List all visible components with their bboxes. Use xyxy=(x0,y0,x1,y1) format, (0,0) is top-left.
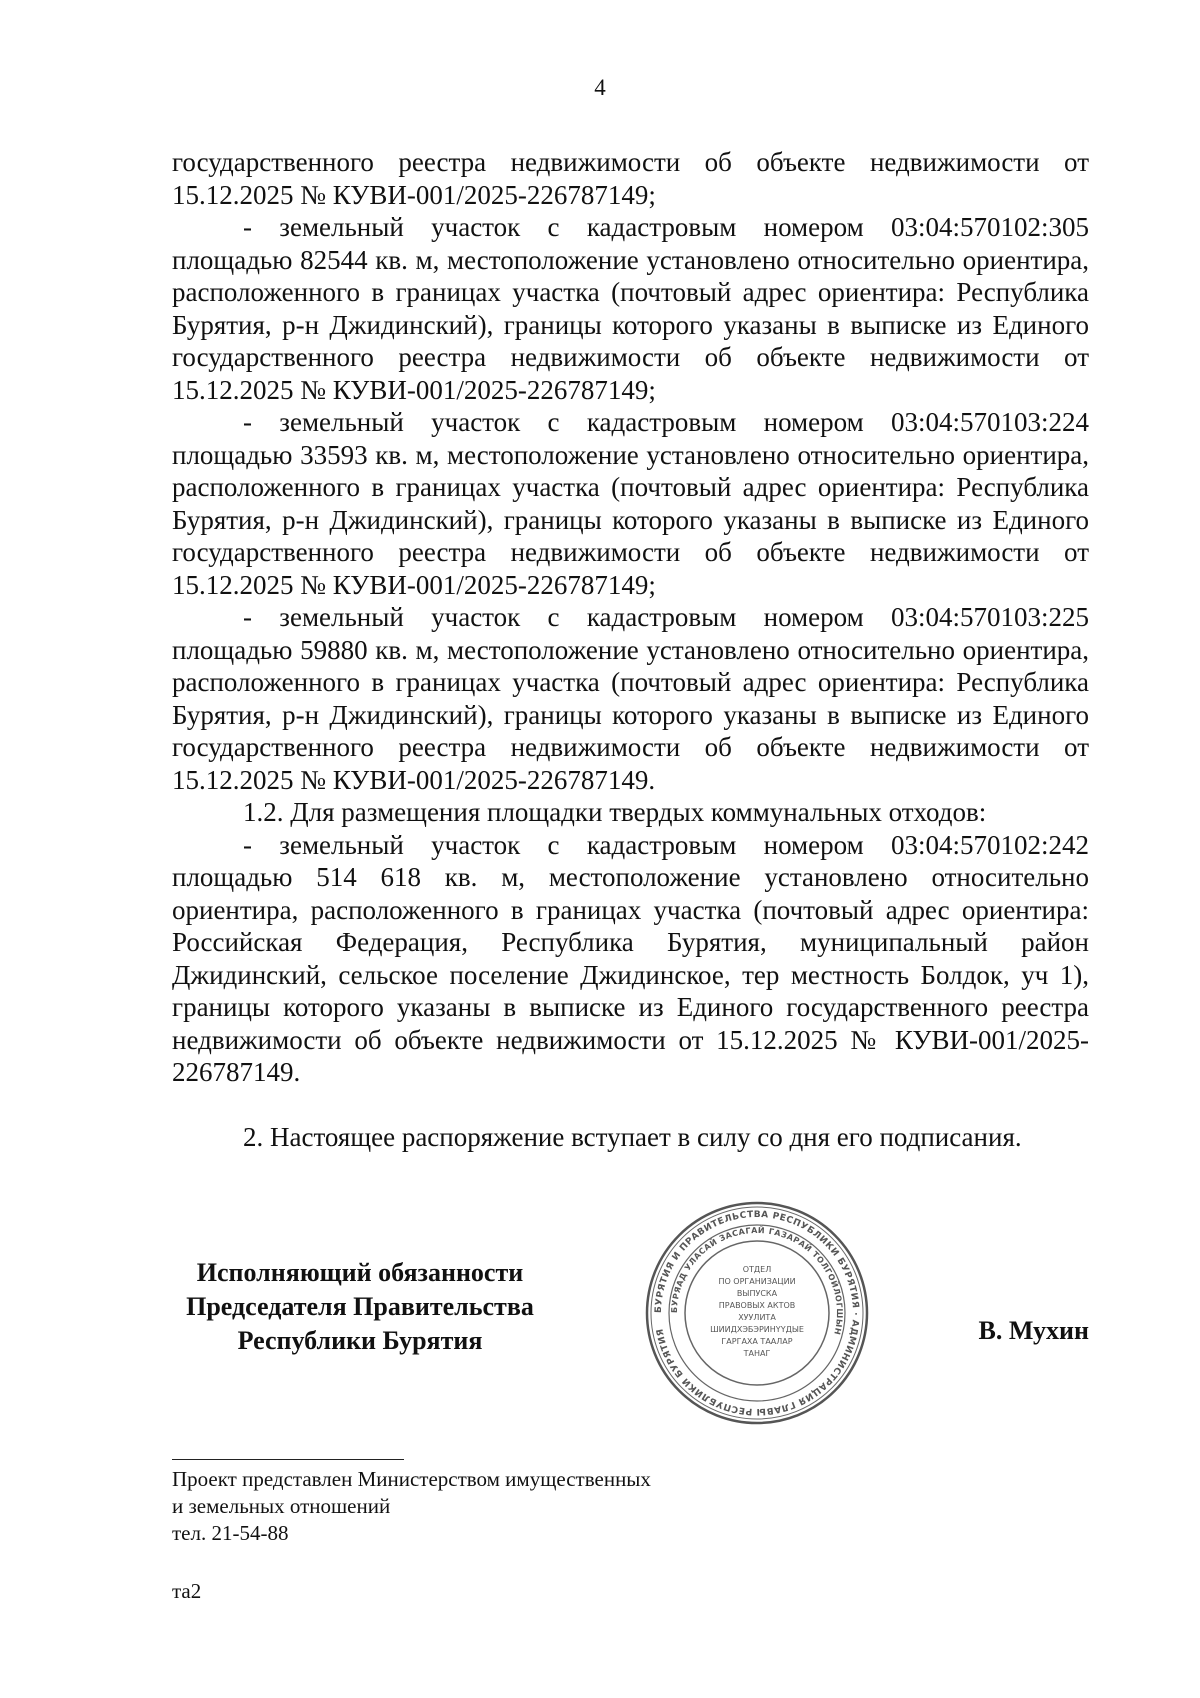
paragraph-parcel-225: - земельный участок с кадастровым номером 03:04:570103:225 площадью 59880 кв. м, местоположение установлено относительно ориентира, расположенного в границах участка (почтовый адрес ориентира: Республика Бурятия, р-н Джидинский), границы которого указаны в выписке из Единого государственного реестра недвижимости об объекте недвижимости от 15.12.2025 № КУВИ-001/2025-226787149. xyxy=(172,602,1089,795)
footnote-line: Проект представлен Министерством имущественных xyxy=(172,1467,651,1491)
paragraph-effective-date: 2. Настоящее распоряжение вступает в силу со дня его подписания. xyxy=(243,1121,1022,1152)
paragraph-parcel-305: - земельный участок с кадастровым номером 03:04:570102:305 площадью 82544 кв. м, местоположение установлено относительно ориентира, расположенного в границах участка (почтовый адрес ориентира: Республика Бурятия, р-н Джидинский), границы которого указаны в выписке из Единого государственного реестра недвижимости об объекте недвижимости от 15.12.2025 № КУВИ-001/2025-226787149; xyxy=(172,212,1089,405)
signatory-position-line: Республики Бурятия xyxy=(237,1326,483,1355)
seal-center-line: ГАРГАХА ТААЛАР xyxy=(721,1337,793,1346)
footnote-divider xyxy=(172,1459,404,1460)
page-number: 4 xyxy=(594,75,606,100)
paragraph-parcel-224: - земельный участок с кадастровым номером 03:04:570103:224 площадью 33593 кв. м, местоположение установлено относительно ориентира, расположенного в границах участка (почтовый адрес ориентира: Республика Бурятия, р-н Джидинский), границы которого указаны в выписке из Единого государственного реестра недвижимости об объекте недвижимости от 15.12.2025 № КУВИ-001/2025-226787149; xyxy=(172,407,1089,600)
footnote-phone: тел. 21-54-88 xyxy=(172,1521,289,1545)
signatory-position-line: Исполняющий обязанности xyxy=(196,1258,524,1287)
paragraph-parcel-242: - земельный участок с кадастровым номером 03:04:570102:242 площадью 514 618 кв. м, местоположение установлено относительно ориентира, расположенного в границах участка (почтовый адрес ориентира: Российская Федерация, Республика Бурятия, муниципальный район Джидинский, сельское поселение Джидинское, тер местность Болдок, уч 1), границы которого указаны в выписке из Единого государственного реестра недвижимости об объекте недвижимости от 15.12.2025 № КУВИ-001/2025-226787149. xyxy=(172,829,1089,1087)
footnote-line: и земельных отношений xyxy=(172,1494,391,1518)
document-code: та2 xyxy=(172,1579,202,1603)
seal-inner-text: БУРЯАД УЛАСАЙ ЗАСАГАЙ ГАЗАРАЙ ТОЛГОЙЛОГШЫН xyxy=(669,1225,845,1337)
signatory-position xyxy=(160,1256,560,1358)
footnote xyxy=(172,1466,651,1547)
paragraph-section-1-2: 1.2. Для размещения площадки твердых коммунальных отходов: xyxy=(243,797,987,827)
official-seal xyxy=(644,1200,870,1426)
document-body xyxy=(172,146,1089,1153)
seal-outer-text: БУРЯТИЯ И ПРАВИТЕЛЬСТВА РЕСПУБЛИКИ БУРЯТИЯ · АДМИНИСТРАЦИЯ ГЛАВЫ РЕСПУБЛИКИ БУРЯТИЯ xyxy=(653,1209,861,1417)
seal-center-line: ПРАВОВЫХ АКТОВ xyxy=(718,1301,796,1310)
seal-center-line: ВЫПУСКА xyxy=(736,1289,778,1298)
seal-center-line: ХУУЛИТА xyxy=(738,1313,776,1322)
seal-center-line: ОТДЕЛ xyxy=(742,1265,772,1274)
signatory-name: В. Мухин xyxy=(978,1316,1089,1345)
seal-center-line: ШИИДХЭБЭРИНҮҮДЫЕ xyxy=(710,1325,804,1334)
paragraph-continuation: государственного реестра недвижимости об объекте недвижимости от 15.12.2025 № КУВИ-001/2025-226787149; xyxy=(172,147,1089,210)
seal-center-line: ТАНАГ xyxy=(743,1349,771,1358)
seal-center-line: ПО ОРГАНИЗАЦИИ xyxy=(718,1277,796,1286)
signatory-position-line: Председателя Правительства xyxy=(186,1292,534,1321)
